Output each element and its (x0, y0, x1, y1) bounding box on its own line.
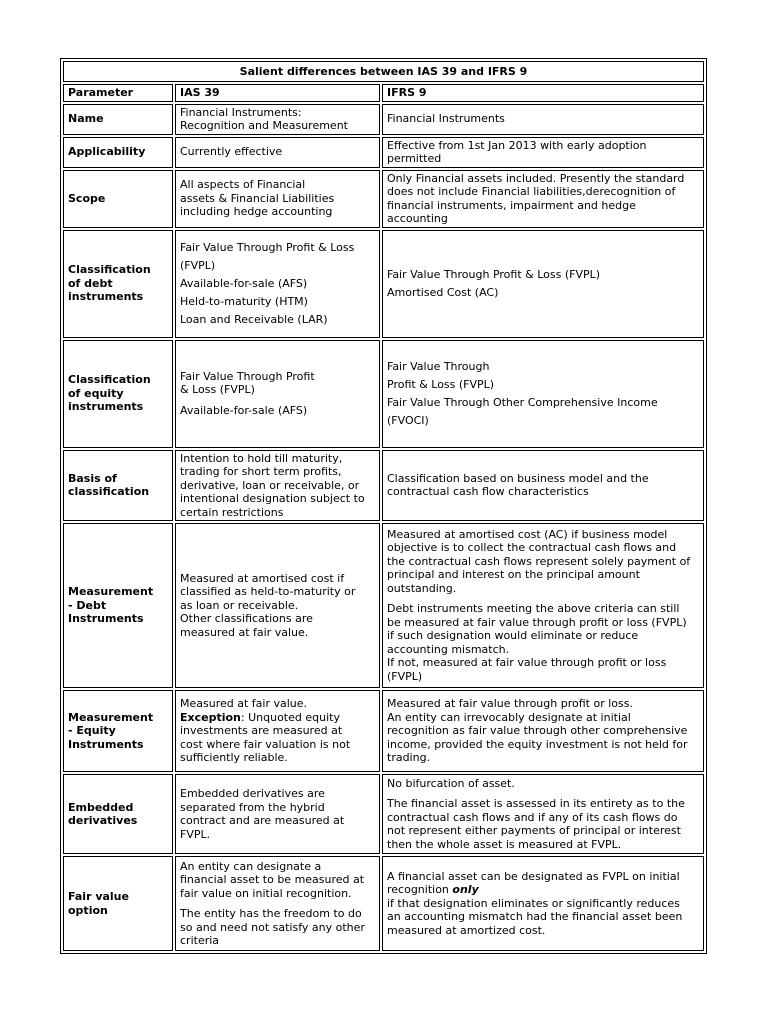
parameter-cell: Name (63, 104, 173, 135)
ias39-cell: Embedded derivatives are separated from the hybrid contract and are measured at FVPL. (175, 774, 380, 854)
ifrs9-cell: Effective from 1st Jan 2013 with early adoption permitted (382, 137, 704, 168)
column-header-ifrs9: IFRS 9 (382, 84, 704, 102)
ias39-cell: Measured at amortised cost if classified as held-to-maturity or as loan or receivable. Other classifications are measured at fair value. (175, 523, 380, 688)
parameter-cell: Applicability (63, 137, 173, 168)
row-name (63, 104, 704, 135)
parameter-cell: Classification of equity instruments (63, 340, 173, 448)
parameter-cell: Scope (63, 170, 173, 228)
ifrs9-cell: A financial asset can be designated as FVPL on initial recognition only if that designation eliminates or significantly reduces an accounting mismatch had the financial asset been measured at amortized cost. (382, 856, 704, 951)
comparison-sheet (60, 58, 707, 954)
column-header-ias39: IAS 39 (175, 84, 380, 102)
column-header-parameter: Parameter (63, 84, 173, 102)
parameter-cell: Classification of debt instruments (63, 230, 173, 338)
row-fair-value-option (63, 856, 704, 951)
ias39-cell: Fair Value Through Profit & Loss (FVPL) Available-for-sale (AFS) Held-to-maturity (HTM) Loan and Receivable (LAR) (175, 230, 380, 338)
ifrs9-cell: No bifurcation of asset. The financial asset is assessed in its entirety as to the contractual cash flows and if any of its cash flows do not represent either payments of principal or interest then the whole asset is measured at FVPL. (382, 774, 704, 854)
parameter-cell: Embedded derivatives (63, 774, 173, 854)
ias39-cell: Currently effective (175, 137, 380, 168)
row-scope (63, 170, 704, 228)
ifrs9-cell: Classification based on business model and the contractual cash flow characteristics (382, 450, 704, 522)
parameter-cell: Fair value option (63, 856, 173, 951)
ias39-cell: Fair Value Through Profit & Loss (FVPL) Available-for-sale (AFS) (175, 340, 380, 448)
ifrs9-cell: Fair Value Through Profit & Loss (FVPL) Fair Value Through Other Comprehensive Income (FVOCI) (382, 340, 704, 448)
ias39-cell: All aspects of Financial assets & Financial Liabilities including hedge accounting (175, 170, 380, 228)
row-classification-debt (63, 230, 704, 338)
table-title: Salient differences between IAS 39 and IFRS 9 (63, 61, 704, 82)
parameter-cell: Measurement - Equity Instruments (63, 690, 173, 772)
row-embedded-derivatives (63, 774, 704, 854)
comparison-table (60, 58, 707, 954)
header-row (63, 84, 704, 102)
ifrs9-cell: Measured at amortised cost (AC) if business model objective is to collect the contractual cash flows and the contractual cash flows represent solely payment of principal and interest on the principal amount outstanding. Debt instruments meeting the above criteria can still be measured at fair value through profit or loss (FVPL) if such designation would eliminate or reduce accounting mismatch. If not, measured at fair value through profit or loss (FVPL) (382, 523, 704, 688)
row-applicability (63, 137, 704, 168)
ias39-cell: An entity can designate a financial asset to be measured at fair value on initial recognition. The entity has the freedom to do so and need not satisfy any other criteria (175, 856, 380, 951)
ifrs9-cell: Fair Value Through Profit & Loss (FVPL) Amortised Cost (AC) (382, 230, 704, 338)
row-measurement-equity (63, 690, 704, 772)
ifrs9-cell: Financial Instruments (382, 104, 704, 135)
row-basis-of-classification (63, 450, 704, 522)
ifrs9-cell: Measured at fair value through profit or loss. An entity can irrevocably designate at initial recognition as fair value through other comprehensive income, provided the equity investment is not held for trading. (382, 690, 704, 772)
emphasis-only: only (452, 883, 479, 897)
exception-label: Exception (180, 710, 241, 724)
ias39-cell: Intention to hold till maturity, trading for short term profits, derivative, loan or receivable, or intentional designation subject to certain restrictions (175, 450, 380, 522)
row-classification-equity (63, 340, 704, 448)
ias39-cell: Measured at fair value. Exception: Unquoted equity investments are measured at cost where fair valuation is not sufficiently reliable. (175, 690, 380, 772)
ifrs9-cell: Only Financial assets included. Presently the standard does not include Financial liabilities,derecognition of financial instruments, impairment and hedge accounting (382, 170, 704, 228)
row-measurement-debt (63, 523, 704, 688)
parameter-cell: Basis of classification (63, 450, 173, 522)
ias39-cell: Financial Instruments: Recognition and Measurement (175, 104, 380, 135)
parameter-cell: Measurement - Debt Instruments (63, 523, 173, 688)
